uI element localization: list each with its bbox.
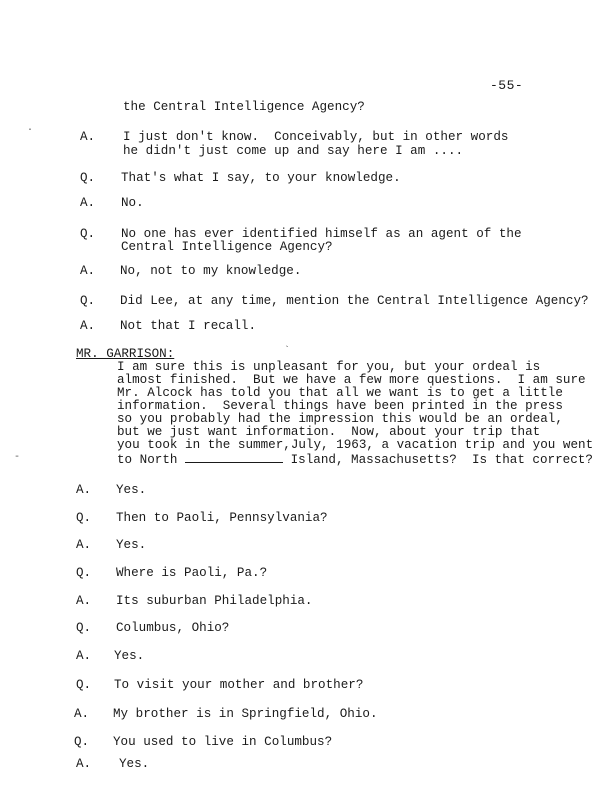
entry-line: Yes.: [114, 649, 145, 663]
speaker-label: A.: [76, 757, 92, 771]
speaker-label: A.: [80, 264, 96, 278]
speaker-label-garrison: MR. GARRISON:: [76, 347, 175, 361]
speaker-label: A.: [74, 707, 90, 721]
entry-line: My brother is in Springfield, Ohio.: [113, 707, 378, 721]
entry-line: Not that I recall.: [120, 319, 257, 333]
entry-line: you took in the summer,July, 1963, a vacation trip and you went: [117, 438, 594, 452]
entry-line: Central Intelligence Agency?: [121, 240, 333, 254]
entry-line: Island, Massachusetts? Is that correct?: [290, 453, 593, 467]
entry-line: No one has ever identified himself as an agent of the: [121, 227, 522, 241]
speaker-label: Q.: [76, 566, 92, 580]
speaker-label: A.: [76, 594, 92, 608]
entry-line: information. Several things have been printed in the press: [117, 399, 563, 413]
entry-line: he didn't just come up and say here I am ....: [123, 144, 464, 158]
entry-line: Yes.: [116, 483, 147, 497]
speaker-label: A.: [76, 649, 92, 663]
speaker-label: A.: [80, 196, 96, 210]
entry-line: Where is Paoli, Pa.?: [116, 566, 268, 580]
entry-line: That's what I say, to your knowledge.: [121, 171, 401, 185]
entry-line: almost finished. But we have a few more questions. I am sure: [117, 373, 586, 387]
entry-line: the Central Intelligence Agency?: [123, 100, 365, 114]
entry-line: No, not to my knowledge.: [120, 264, 302, 278]
scan-speck: -: [14, 452, 21, 463]
speaker-label: Q.: [74, 735, 90, 749]
entry-line: Columbus, Ohio?: [116, 621, 230, 635]
speaker-label: Q.: [80, 294, 96, 308]
entry-line: Its suburban Philadelphia.: [116, 594, 313, 608]
entry-line: to North: [117, 453, 178, 467]
entry-line: To visit your mother and brother?: [114, 678, 364, 692]
speaker-label: A.: [76, 538, 92, 552]
entry-line: Mr. Alcock has told you that all we want is to get a little: [117, 386, 563, 400]
scan-speck: ·: [27, 125, 34, 136]
speaker-label: A.: [80, 130, 96, 144]
fill-in-blank: [185, 452, 283, 463]
entry-line: Yes.: [119, 757, 150, 771]
scan-speck: `: [284, 346, 291, 357]
entry-line: Did Lee, at any time, mention the Central Intelligence Agency?: [120, 294, 589, 308]
entry-line: Yes.: [116, 538, 147, 552]
speaker-label: Q.: [80, 227, 96, 241]
speaker-label: Q.: [76, 678, 92, 692]
speaker-label: A.: [80, 319, 96, 333]
speaker-label: Q.: [76, 621, 92, 635]
entry-line: I am sure this is unpleasant for you, but your ordeal is: [117, 360, 541, 374]
entry-line: You used to live in Columbus?: [113, 735, 333, 749]
speaker-label: Q.: [80, 171, 96, 185]
page-number: -55-: [490, 78, 524, 93]
entry-line: Then to Paoli, Pennsylvania?: [116, 511, 328, 525]
entry-line: I just don't know. Conceivably, but in other words: [123, 130, 509, 144]
speaker-label: Q.: [76, 511, 92, 525]
entry-line: but we just want information. Now, about your trip that: [117, 425, 541, 439]
entry-line: No.: [121, 196, 144, 210]
entry-line-blank: [117, 452, 593, 467]
speaker-label: A.: [76, 483, 92, 497]
entry-line: so you probably had the impression this would be an ordeal,: [117, 412, 563, 426]
